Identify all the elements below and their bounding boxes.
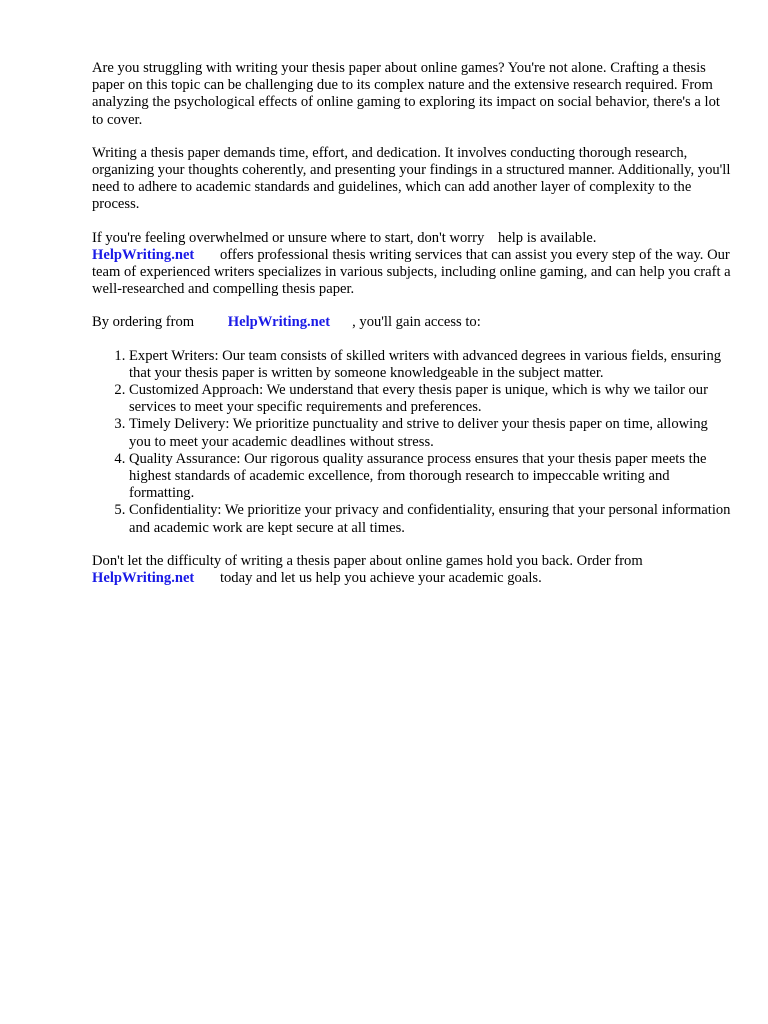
paragraph-closing [92,553,732,587]
helpwriting-link-3[interactable]: HelpWriting.net [92,570,195,587]
list-item: 4. Quality Assurance: Our rigorous quality assurance process ensures that your thesis paper meets the highest standards of academic excellence, from thorough research to impeccable writing and formatting. [129,451,732,503]
list-item: 5. Confidentiality: We prioritize your privacy and confidentiality, ensuring that your personal information and academic work are kept secure at all times. [129,502,732,536]
paragraph-closing-text-end: today and let us help you achieve your academic goals. [219,570,542,587]
helpwriting-link-2[interactable]: HelpWriting.net [227,314,331,331]
paragraph-help [92,230,732,299]
paragraph-help-text-end: offers professional thesis writing services that can assist you every step of the way. Our team of experienced writers specializes in various subjects, including online gaming, and can help you craft a well-researched and compelling thesis paper. [92,246,731,298]
benefits-list [92,348,732,537]
list-item: 1. Expert Writers: Our team consists of skilled writers with advanced degrees in various fields, ensuring that your thesis paper is written by someone knowledgeable in the subject matter. [129,348,732,382]
paragraph-intro: Are you struggling with writing your thesis paper about online games? You're not alone. Crafting a thesis paper on this topic can be challenging due to its complex nature and the extensive research required. From analyzing the psychological effects of online gaming to exploring its impact on social behavior, there's a lot to cover. [92,60,720,128]
paragraph-ordering-text-end: , you'll gain access to: [352,314,481,331]
paragraph-help-text-start: If you're feeling overwhelmed or unsure where to start, don't worry [92,229,485,246]
paragraph-ordering-text-start: By ordering from [92,314,195,331]
document-page [92,60,732,603]
paragraph-demands: Writing a thesis paper demands time, effort, and dedication. It involves conducting thorough research, organizing your thoughts coherently, and presenting your findings in a structured manner. Additionally, you'll need to adhere to academic standards and guidelines, which can add another layer of complexity to the process. [92,144,731,213]
paragraph-closing-text-start: Don't let the difficulty of writing a thesis paper about online games hold you back. Order from [92,552,643,569]
paragraph-ordering [92,314,732,331]
list-item: 2. Customized Approach: We understand that every thesis paper is unique, which is why we tailor our services to meet your specific requirements and preferences. [129,382,732,416]
list-item: 3. Timely Delivery: We prioritize punctuality and strive to deliver your thesis paper on time, allowing you to meet your academic deadlines without stress. [129,416,732,450]
paragraph-help-text-mid: help is available. [497,229,597,246]
helpwriting-link-1[interactable]: HelpWriting.net [92,246,195,263]
